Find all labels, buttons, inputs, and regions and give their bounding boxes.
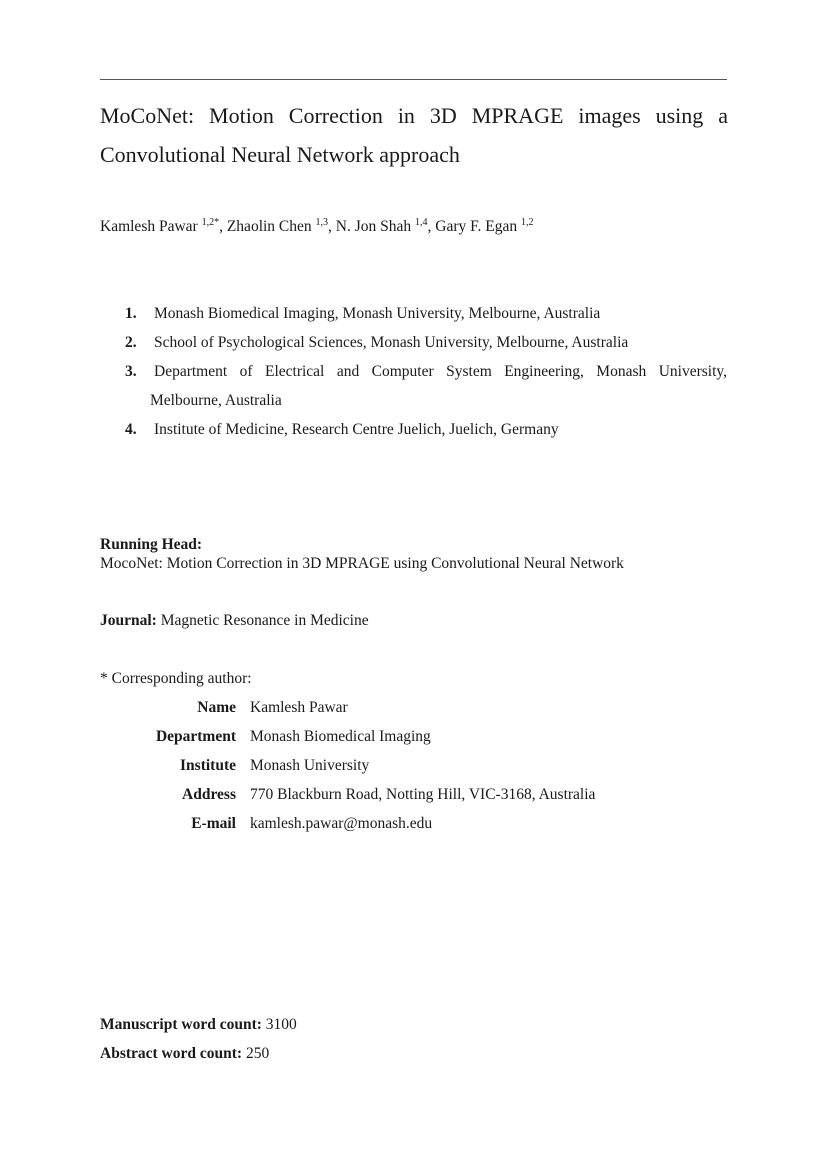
paper-title (100, 96, 728, 174)
abstract-word-count (100, 1043, 269, 1065)
paper-title-line-2: Convolutional Neural Network approach (100, 142, 460, 167)
affiliation-text-line-1: Department of Electrical and Computer System Engineering, Monash University, (154, 363, 727, 380)
author-separator: , (427, 218, 436, 235)
contact-label: Department (155, 728, 236, 745)
affiliation-text: School of Psychological Sciences, Monash University, Melbourne, Australia (154, 334, 629, 351)
author-affiliation-marks: 1,2* (201, 217, 220, 228)
affiliation-text: Monash Biomedical Imaging, Monash University, Melbourne, Australia (154, 305, 601, 322)
affiliation-list (100, 303, 727, 448)
author-separator: , (219, 218, 227, 235)
author-affiliation-marks: 1,4 (415, 217, 428, 228)
contact-label: Address (182, 786, 236, 803)
manuscript-word-count-value: 3100 (265, 1016, 297, 1033)
author-list (100, 217, 533, 237)
author-name: Gary F. Egan (435, 218, 518, 235)
affiliation-number: 4. (125, 421, 137, 438)
contact-value: 770 Blackburn Road, Notting Hill, VIC-3168, Australia (250, 786, 596, 803)
contact-label: Institute (180, 757, 236, 774)
abstract-word-count-label: Abstract word count: (100, 1045, 243, 1062)
corresponding-author-heading: * Corresponding author: (100, 670, 252, 687)
affiliation-item (100, 332, 727, 361)
affiliation-item (100, 419, 727, 448)
contact-value: Kamlesh Pawar (250, 699, 348, 716)
affiliation-number: 1. (125, 305, 137, 322)
contact-label: Name (197, 699, 236, 716)
contact-value: Monash Biomedical Imaging (250, 728, 431, 745)
contact-email-value: kamlesh.pawar@monash.edu (250, 815, 433, 832)
author-name: Kamlesh Pawar (100, 218, 198, 235)
manuscript-word-count (100, 1014, 297, 1036)
journal-line (100, 611, 369, 631)
affiliation-text (150, 361, 727, 412)
affiliation-item (100, 361, 727, 419)
journal-value: Magnetic Resonance in Medicine (160, 612, 369, 629)
affiliation-number: 2. (125, 334, 137, 351)
paper-title-line-1: MoCoNet: Motion Correction in 3D MPRAGE images using a (100, 103, 728, 128)
running-head-label: Running Head: (100, 536, 203, 553)
affiliation-text-line-2: Melbourne, Australia (150, 392, 282, 409)
author-separator: , (328, 218, 336, 235)
contact-value: Monash University (250, 757, 370, 774)
journal-label: Journal: (100, 612, 157, 629)
author-name: Zhaolin Chen (226, 218, 312, 235)
manuscript-word-count-label: Manuscript word count: (100, 1016, 262, 1033)
affiliation-item (100, 303, 727, 332)
abstract-word-count-value: 250 (245, 1045, 270, 1062)
affiliation-text: Institute of Medicine, Research Centre Juelich, Juelich, Germany (154, 421, 559, 438)
running-head-text: MocoNet: Motion Correction in 3D MPRAGE using Convolutional Neural Network (100, 555, 624, 572)
affiliation-number: 3. (125, 363, 137, 380)
contact-label: E-mail (191, 815, 236, 832)
author-name: N. Jon Shah (335, 218, 412, 235)
author-affiliation-marks: 1,2 (520, 217, 534, 228)
top-rule (100, 79, 727, 80)
author-affiliation-marks: 1,3 (315, 217, 329, 228)
